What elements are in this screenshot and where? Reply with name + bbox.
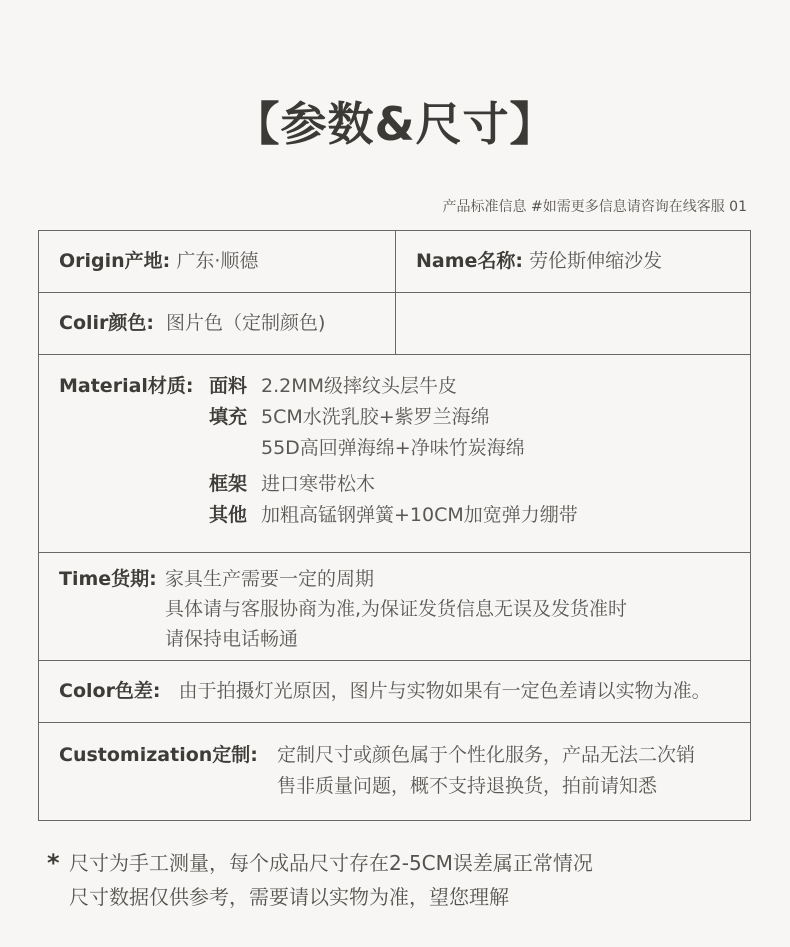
name-label: Name名称:: [416, 250, 524, 272]
customization-line-1: 售非质量问题，概不支持退换货，拍前请知悉: [277, 775, 658, 797]
time-line-2: 请保持电话畅通: [165, 628, 299, 650]
material-sub-0: 面料: [209, 375, 248, 397]
material-value-4: 加粗高锰钢弹簧+10CM加宽弹力绷带: [261, 504, 578, 526]
note-line-1: 尺寸数据仅供参考，需要请以实物为准，望您理解: [69, 885, 509, 909]
material-value-0: 2.2MM级摔纹头层牛皮: [261, 375, 458, 397]
asterisk-icon: *: [47, 849, 60, 877]
row-customization: [39, 723, 751, 821]
material-sub-1: 填充: [209, 406, 248, 428]
customization-line-0: 定制尺寸或颜色属于个性化服务，产品无法二次销: [277, 744, 696, 766]
color-diff-cell: [39, 661, 751, 723]
customization-label: Customization定制:: [59, 744, 258, 766]
time-label: Time货期:: [59, 568, 157, 590]
empty-cell: [396, 293, 751, 355]
origin-cell: [39, 231, 396, 293]
material-value-2: 55D高回弹海绵+净味竹炭海绵: [261, 437, 525, 459]
subtitle: 产品标准信息 #如需更多信息请咨询在线客服 01: [442, 199, 747, 215]
origin-label: Origin产地:: [59, 250, 171, 272]
material-sub-4: 其他: [209, 504, 248, 526]
material-sub-3: 框架: [209, 473, 248, 495]
page-title: 【参数&尺寸】: [233, 97, 557, 151]
color-label: Colir颜色:: [59, 312, 154, 334]
color-cell: [39, 293, 396, 355]
material-sub-2: [209, 433, 261, 464]
row-origin-name: [39, 231, 751, 293]
material-label: Material材质:: [59, 375, 194, 397]
origin-value: 广东·顺德: [176, 250, 259, 272]
time-line-0: 家具生产需要一定的周期: [165, 568, 375, 590]
color-value: 图片色（定制颜色): [166, 312, 326, 334]
row-color-diff: [39, 661, 751, 723]
row-material: [39, 355, 751, 553]
material-value-1: 5CM水洗乳胶+紫罗兰海绵: [261, 406, 490, 428]
measurement-note: [47, 846, 593, 914]
material-cell: [39, 355, 751, 553]
spec-table: [38, 230, 751, 821]
note-line-0: 尺寸为手工测量，每个成品尺寸存在2-5CM误差属正常情况: [69, 851, 593, 875]
name-value: 劳伦斯伸缩沙发: [529, 250, 663, 272]
row-time: [39, 553, 751, 661]
row-color: [39, 293, 751, 355]
color-diff-label: Color色差:: [59, 680, 161, 702]
material-value-3: 进口寒带松木: [261, 473, 376, 495]
name-cell: [396, 231, 751, 293]
time-line-1: 具体请与客服协商为准,为保证发货信息无误及发货准时: [165, 598, 628, 620]
customization-cell: [39, 723, 751, 821]
time-cell: [39, 553, 751, 661]
color-diff-value: 由于拍摄灯光原因，图片与实物如果有一定色差请以实物为准。: [178, 680, 711, 702]
